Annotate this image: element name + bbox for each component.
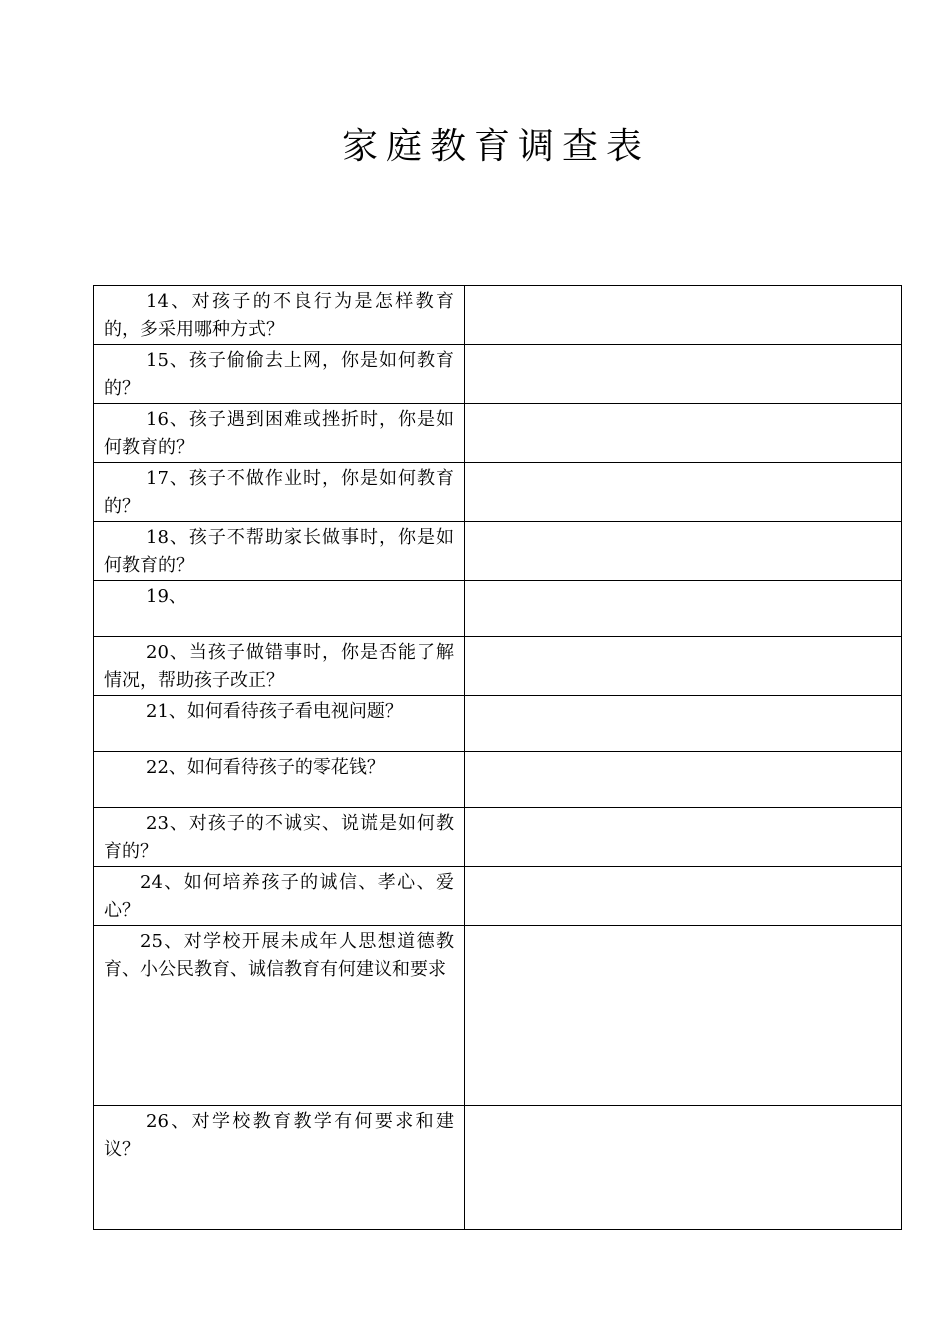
question-cell xyxy=(94,522,465,581)
question-text: 17、孩子不做作业时，你是如何教育的？ xyxy=(104,468,454,517)
question-cell xyxy=(94,1106,465,1230)
answer-cell[interactable] xyxy=(465,926,902,1106)
question-text: 20、当孩子做错事时，你是否能了解情况，帮助孩子改正？ xyxy=(104,642,454,691)
answer-cell[interactable] xyxy=(465,522,902,581)
table-row xyxy=(94,404,902,463)
question-cell xyxy=(94,808,465,867)
question-cell xyxy=(94,463,465,522)
question-text: 21、如何看待孩子看电视问题？ xyxy=(146,701,403,722)
table-row xyxy=(94,926,902,1106)
table-row xyxy=(94,808,902,867)
question-text: 24、如何培养孩子的诚信、孝心、爱心？ xyxy=(104,872,454,921)
question-cell xyxy=(94,867,465,926)
question-text: 18、孩子不帮助家长做事时，你是如何教育的？ xyxy=(104,527,454,576)
question-text: 26、对学校教育教学有何要求和建议？ xyxy=(104,1111,454,1160)
question-text: 14、对孩子的不良行为是怎样教育的，多采用哪种方式？ xyxy=(104,291,454,340)
question-text: 23、对孩子的不诚实、说谎是如何教育的？ xyxy=(104,813,454,862)
table-row xyxy=(94,286,902,345)
question-text: 16、孩子遇到困难或挫折时，你是如何教育的？ xyxy=(104,409,454,458)
question-cell xyxy=(94,345,465,404)
survey-table xyxy=(93,285,902,1230)
answer-cell[interactable] xyxy=(465,752,902,808)
table-row xyxy=(94,637,902,696)
answer-cell[interactable] xyxy=(465,696,902,752)
question-text: 22、如何看待孩子的零花钱？ xyxy=(146,757,385,778)
question-cell xyxy=(94,581,465,637)
table-row xyxy=(94,581,902,637)
question-text: 19、 xyxy=(146,586,187,607)
table-row xyxy=(94,522,902,581)
question-cell xyxy=(94,286,465,345)
table-row xyxy=(94,867,902,926)
table-row xyxy=(94,752,902,808)
answer-cell[interactable] xyxy=(465,867,902,926)
table-row xyxy=(94,1106,902,1230)
answer-cell[interactable] xyxy=(465,808,902,867)
question-cell xyxy=(94,404,465,463)
question-cell xyxy=(94,926,465,1106)
table-row xyxy=(94,463,902,522)
answer-cell[interactable] xyxy=(465,286,902,345)
page-title: 家庭教育调查表 xyxy=(341,126,650,167)
answer-cell[interactable] xyxy=(465,345,902,404)
question-cell xyxy=(94,696,465,752)
question-cell xyxy=(94,637,465,696)
question-text: 25、对学校开展未成年人思想道德教育、小公民教育、诚信教育有何建议和要求 xyxy=(104,931,454,980)
answer-cell[interactable] xyxy=(465,404,902,463)
answer-cell[interactable] xyxy=(465,637,902,696)
question-text: 15、孩子偷偷去上网，你是如何教育的？ xyxy=(104,350,454,399)
question-cell xyxy=(94,752,465,808)
answer-cell[interactable] xyxy=(465,1106,902,1230)
table-row xyxy=(94,696,902,752)
table-row xyxy=(94,345,902,404)
answer-cell[interactable] xyxy=(465,463,902,522)
answer-cell[interactable] xyxy=(465,581,902,637)
